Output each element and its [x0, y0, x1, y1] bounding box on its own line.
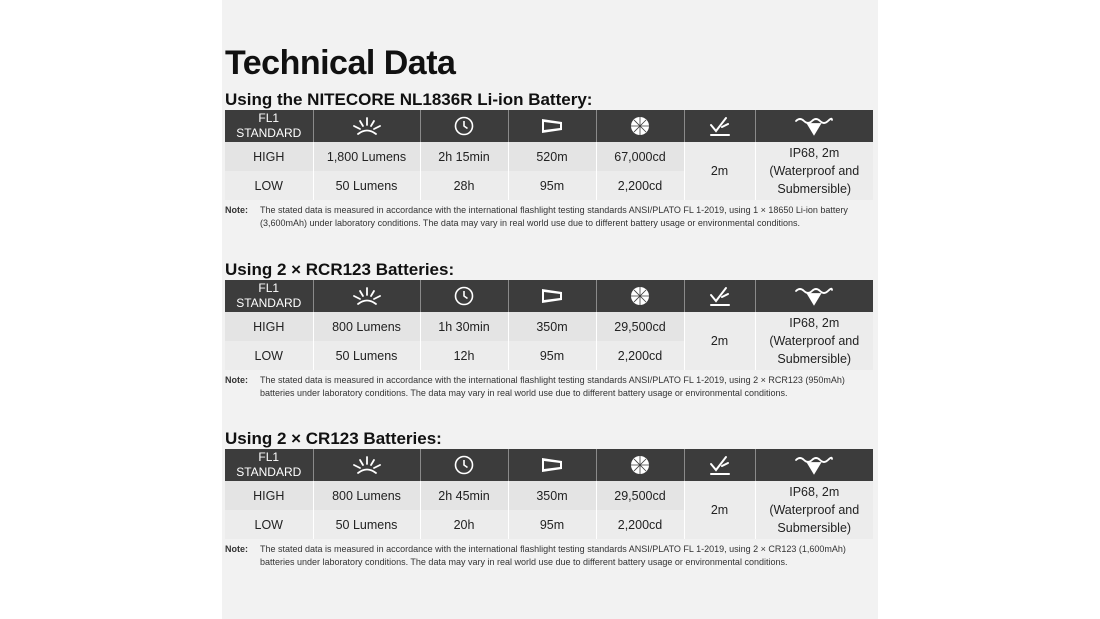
output-cell: 800 Lumens	[313, 481, 420, 510]
waterproof-cell: IP68, 2m (Waterproof and Submersible)	[755, 142, 873, 200]
spec-table	[225, 280, 873, 370]
runtime-cell: 28h	[420, 171, 508, 200]
page-title: Technical Data	[225, 44, 456, 82]
table-header-row	[225, 110, 873, 142]
note-label: Note:	[225, 544, 248, 554]
impact-resistance-icon	[684, 449, 755, 481]
note-text: The stated data is measured in accordance with the international flashlight testing standards ANSI/PLATO FL 1-2019, using 2 × CR123 (1,600mAh) batteries under laboratory conditions. The data may vary in real world use due to different battery usage or environmental conditions.	[260, 544, 846, 567]
impact-resistance-icon	[684, 110, 755, 142]
distance-cell: 95m	[508, 341, 596, 370]
runtime-cell: 20h	[420, 510, 508, 539]
runtime-cell: 1h 30min	[420, 312, 508, 341]
impact-cell: 2m	[684, 481, 755, 539]
note-label: Note:	[225, 375, 248, 385]
intensity-cell: 2,200cd	[596, 510, 684, 539]
spec-panel	[222, 0, 878, 619]
waterproof-icon	[755, 280, 873, 312]
standard-header: FL1 STANDARD	[225, 449, 313, 481]
section-cr123	[225, 429, 876, 569]
output-icon	[313, 449, 420, 481]
table-row	[225, 481, 873, 510]
note	[225, 543, 876, 569]
runtime-icon	[420, 449, 508, 481]
output-cell: 800 Lumens	[313, 312, 420, 341]
intensity-cell: 29,500cd	[596, 481, 684, 510]
section-title: Using 2 × CR123 Batteries:	[225, 429, 442, 448]
section-nl1836r	[225, 90, 876, 230]
table-header-row	[225, 280, 873, 312]
note	[225, 374, 876, 400]
mode-cell: HIGH	[253, 149, 285, 164]
output-cell: 50 Lumens	[313, 171, 420, 200]
intensity-cell: 67,000cd	[596, 142, 684, 171]
distance-cell: 350m	[508, 312, 596, 341]
mode-cell: HIGH	[253, 319, 285, 334]
runtime-icon	[420, 280, 508, 312]
mode-cell: LOW	[254, 178, 283, 193]
runtime-cell: 2h 45min	[420, 481, 508, 510]
waterproof-cell: IP68, 2m (Waterproof and Submersible)	[755, 481, 873, 539]
standard-header: FL1 STANDARD	[225, 280, 313, 312]
note-label: Note:	[225, 205, 248, 215]
beam-distance-icon	[508, 280, 596, 312]
table-header-row	[225, 449, 873, 481]
distance-cell: 350m	[508, 481, 596, 510]
waterproof-cell: IP68, 2m (Waterproof and Submersible)	[755, 312, 873, 370]
intensity-cell: 2,200cd	[596, 171, 684, 200]
runtime-cell: 2h 15min	[420, 142, 508, 171]
waterproof-icon	[755, 449, 873, 481]
note-text: The stated data is measured in accordance with the international flashlight testing standards ANSI/PLATO FL 1-2019, using 1 × 18650 Li-ion battery (3,600mAh) under laboratory conditions. The data may vary in real world use due to different battery usage or environmental conditions.	[260, 205, 848, 228]
section-title: Using 2 × RCR123 Batteries:	[225, 260, 455, 279]
mode-cell: HIGH	[253, 488, 285, 503]
output-cell: 50 Lumens	[313, 510, 420, 539]
impact-cell: 2m	[684, 312, 755, 370]
section-title: Using the NITECORE NL1836R Li-ion Battery:	[225, 90, 593, 109]
distance-cell: 95m	[508, 171, 596, 200]
runtime-cell: 12h	[420, 341, 508, 370]
runtime-icon	[420, 110, 508, 142]
output-icon	[313, 280, 420, 312]
beam-distance-icon	[508, 449, 596, 481]
distance-cell: 520m	[508, 142, 596, 171]
waterproof-icon	[755, 110, 873, 142]
note	[225, 204, 876, 230]
table-row	[225, 312, 873, 341]
note-text: The stated data is measured in accordance with the international flashlight testing standards ANSI/PLATO FL 1-2019, using 2 × RCR123 (950mAh) batteries under laboratory conditions. The data may vary in real world use due to different battery usage or environmental conditions.	[260, 375, 845, 398]
spec-table	[225, 110, 873, 200]
intensity-cell: 29,500cd	[596, 312, 684, 341]
mode-cell: LOW	[254, 517, 283, 532]
mode-cell: LOW	[254, 348, 283, 363]
section-rcr123	[225, 260, 876, 400]
impact-cell: 2m	[684, 142, 755, 200]
distance-cell: 95m	[508, 510, 596, 539]
standard-header: FL1 STANDARD	[225, 110, 313, 142]
table-row	[225, 142, 873, 171]
output-icon	[313, 110, 420, 142]
intensity-cell: 2,200cd	[596, 341, 684, 370]
impact-resistance-icon	[684, 280, 755, 312]
beam-distance-icon	[508, 110, 596, 142]
peak-intensity-icon	[596, 280, 684, 312]
output-cell: 1,800 Lumens	[313, 142, 420, 171]
peak-intensity-icon	[596, 449, 684, 481]
peak-intensity-icon	[596, 110, 684, 142]
output-cell: 50 Lumens	[313, 341, 420, 370]
spec-table	[225, 449, 873, 539]
